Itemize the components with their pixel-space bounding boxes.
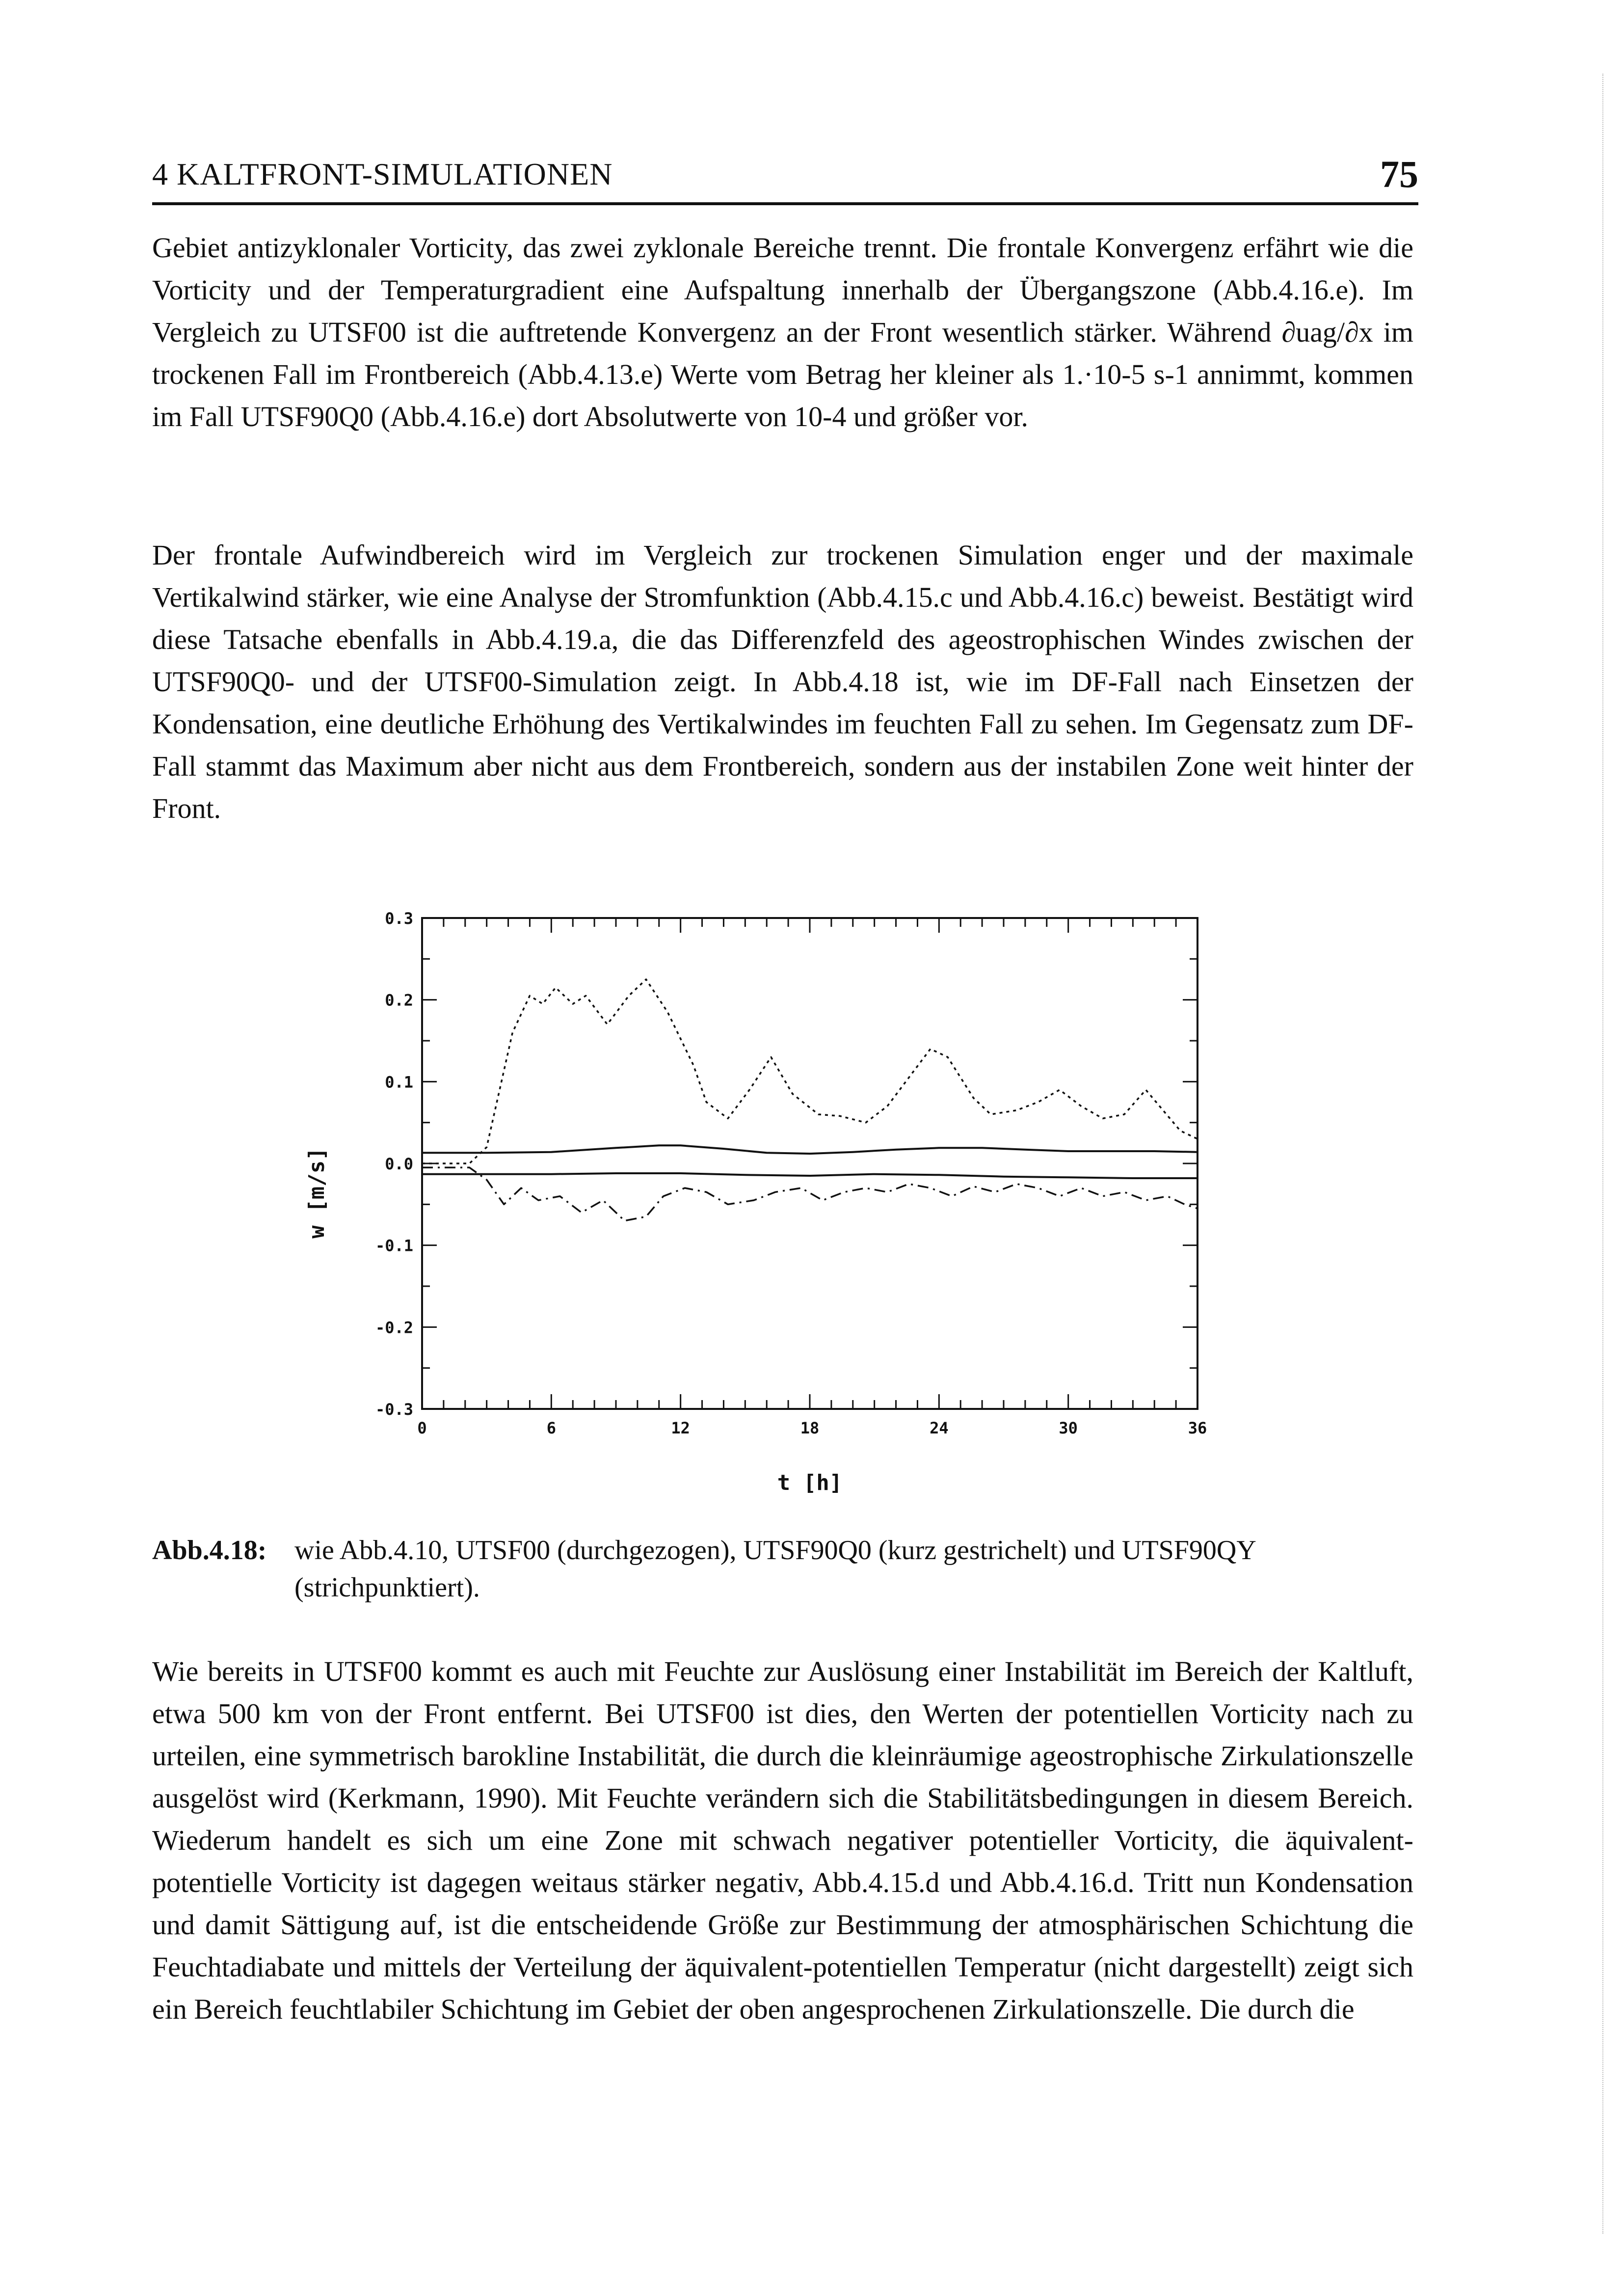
x-tick-label: 30 — [1059, 1419, 1078, 1437]
scan-edge-mark — [1602, 74, 1603, 2234]
y-tick-label: 0.3 — [385, 909, 413, 928]
x-axis-label: t [h] — [777, 1470, 843, 1495]
x-tick-label: 18 — [800, 1419, 820, 1437]
x-tick-label: 24 — [930, 1419, 949, 1437]
x-tick-label: 36 — [1188, 1419, 1207, 1437]
y-tick-label: 0.2 — [385, 991, 413, 1010]
series-line-short-dashed — [422, 979, 1197, 1163]
y-tick-label: 0.1 — [385, 1073, 413, 1092]
paragraph-2: Der frontale Aufwindbereich wird im Vergleich zur trockenen Simulation enger und der maximale Vertikalwind stärker, wie eine Analyse der Stromfunktion (Abb.4.15.c und Abb.4.16.c) beweist. Bestätigt wird diese Tatsache ebenfalls in Abb.4.19.a, die das Differenzfeld des ageostrophischen Windes zwischen der UTSF90Q0- und der UTSF00-Simulation zeigt. In Abb.4.18 ist, wie im DF-Fall nach Einsetzen der Kondensation, eine deutliche Erhöhung des Vertikalwindes im feuchten Fall zu sehen. Im Gegensatz zum DF-Fall stammt das Maximum aber nicht aus dem Frontbereich, sondern aus der instabilen Zone weit hinter der Front. — [152, 539, 1413, 824]
chart-w-vs-t — [285, 893, 1237, 1497]
caption-text: wie Abb.4.10, UTSF00 (durchgezogen), UTSF90Q0 (kurz gestrichelt) und UTSF90QY (strichpunktiert). — [294, 1535, 1255, 1603]
y-axis-label: w [m/s] — [304, 1147, 329, 1239]
page-number: 75 — [1380, 153, 1418, 195]
x-tick-label: 12 — [671, 1419, 690, 1437]
y-tick-label: -0.1 — [375, 1236, 413, 1255]
paragraph-3: Wie bereits in UTSF00 kommt es auch mit Feuchte zur Auslösung einer Instabilität im Bereich der Kaltluft, etwa 500 km von der Front entfernt. Bei UTSF00 ist dies, den Werten der potentiellen Vorticity nach zu urteilen, eine symmetrisch barokline Instabilität, die durch die kleinräumige ageostrophische Zirkulationszelle ausgelöst wird (Kerkmann, 1990). Mit Feuchte verändern sich die Stabilitätsbedingungen in diesem Bereich. Wiederum handelt es sich um eine Zone mit schwach negativer potentieller Vorticity, die äquivalent-potentielle Vorticity ist dagegen weitaus stärker negativ, Abb.4.15.d und Abb.4.16.d. Tritt nun Kondensation und damit Sättigung auf, ist die entscheidende Größe zur Bestimmung der atmosphärischen Schichtung die Feuchtadiabate und mittels der Verteilung der äquivalent-potentiellen Temperatur (nicht dargestellt) zeigt sich ein Bereich feuchtlabiler Schichtung im Gebiet der oben angesprochenen Zirkulationszelle. Die durch die — [152, 1655, 1413, 2025]
paragraph-1: Gebiet antizyklonaler Vorticity, das zwei zyklonale Bereiche trennt. Die frontale Konvergenz erfährt wie die Vorticity und der Temperaturgradient eine Aufspaltung innerhalb der Übergangszone (Abb.4.16.e). Im Vergleich zu UTSF00 ist die auftretende Konvergenz an der Front wesentlich stärker. Während ∂uag/∂x im trockenen Fall im Frontbereich (Abb.4.13.e) Werte vom Betrag her kleiner als 1.·10-5 s-1 annimmt, kommen im Fall UTSF90Q0 (Abb.4.16.e) dort Absolutwerte von 10-4 und größer vor. — [152, 232, 1413, 432]
series-line-solid — [422, 1173, 1197, 1178]
series-line-solid — [422, 1145, 1197, 1154]
y-tick-label: 0.0 — [385, 1155, 413, 1173]
plot-frame — [422, 918, 1197, 1409]
caption-label: Abb.4.18: — [152, 1535, 267, 1566]
header-rule — [152, 202, 1418, 205]
section-title: 4 KALTFRONT-SIMULATIONEN — [152, 157, 613, 191]
x-tick-label: 6 — [546, 1419, 556, 1437]
y-tick-label: -0.3 — [375, 1400, 413, 1419]
figure-4-18 — [285, 893, 1237, 1497]
running-header — [152, 153, 1418, 200]
x-tick-label: 0 — [417, 1419, 427, 1437]
y-tick-label: -0.2 — [375, 1318, 413, 1337]
